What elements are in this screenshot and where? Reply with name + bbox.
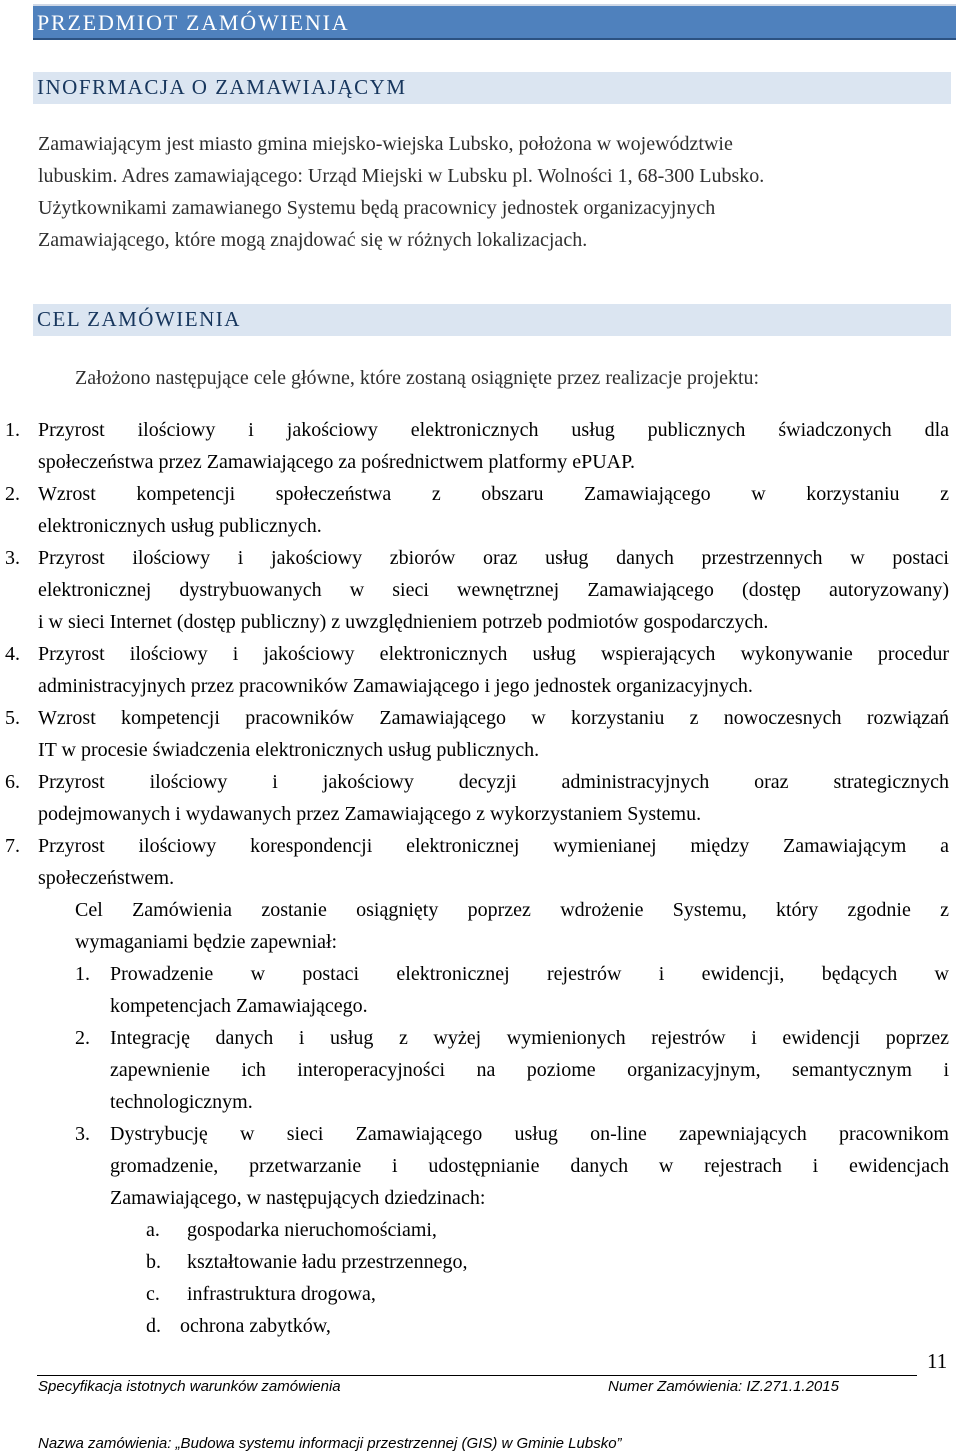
section-heading-bar: [33, 304, 951, 336]
goal-number: 7.: [5, 835, 20, 857]
section-heading-bar: [33, 72, 951, 104]
paragraph-line: Użytkownikami zamawianego Systemu będą pracownicy jednostek organizacyjnych: [38, 197, 716, 219]
footer-order-name-label: Nazwa zamówienia:: [38, 1435, 172, 1452]
means-item: [0, 1022, 960, 1118]
goal-line: Przyrost ilościowy i jakościowy elektronicznych usług wspierających wykonywanie procedur: [38, 643, 949, 665]
footer-order-number: Numer Zamówienia: IZ.271.1.2015: [608, 1378, 839, 1395]
goal-item: [0, 638, 960, 702]
goal-line: administracyjnych przez pracowników Zamawiającego i jego jednostek organizacyjnych.: [38, 675, 753, 697]
domain-item: [0, 1214, 960, 1246]
domain-text: kształtowanie ładu przestrzennego,: [187, 1251, 468, 1273]
goal-number: 6.: [5, 771, 20, 793]
domain-letter: c.: [146, 1283, 160, 1305]
means-number: 3.: [75, 1123, 90, 1145]
goals-list: [0, 414, 960, 1342]
domain-item: [0, 1246, 960, 1278]
paragraph-line: Zamawiającego, które mogą znajdować się w różnych lokalizacjach.: [38, 229, 588, 251]
footer-spec-title: Specyfikacja istotnych warunków zamówienia: [38, 1378, 341, 1395]
means-line: zapewnienie ich interoperacyjności na poziome organizacyjnym, semantycznym i: [110, 1059, 949, 1081]
goal-number: 2.: [5, 483, 20, 505]
means-number: 2.: [75, 1027, 90, 1049]
footer-order-name: [38, 1435, 622, 1452]
footer-order-name-value: „Budowa systemu informacji przestrzennej (GIS) w Gminie Lubsko”: [175, 1435, 622, 1452]
page-number: 11: [927, 1349, 948, 1373]
means-line: Prowadzenie w postaci elektronicznej rejestrów i ewidencji, będących w: [110, 963, 949, 985]
goal-number: 5.: [5, 707, 20, 729]
page-title: PRZEDMIOT ZAMÓWIENIA: [37, 10, 350, 35]
goal-line: społeczeństwem.: [38, 867, 175, 889]
goal-number: 3.: [5, 547, 20, 569]
domain-item: [0, 1278, 960, 1310]
goal-line: Wzrost kompetencji pracowników Zamawiającego w korzystaniu z nowoczesnych rozwiązań: [38, 707, 949, 729]
paragraph-line: wymaganiami będzie zapewniał:: [75, 931, 338, 953]
means-line: technologicznym.: [110, 1091, 253, 1113]
domain-text: infrastruktura drogowa,: [187, 1283, 376, 1305]
goal-number: 4.: [5, 643, 20, 665]
goals-intro: Założono następujące cele główne, które zostaną osiągnięte przez realizacje projektu:: [75, 367, 760, 389]
domain-text: gospodarka nieruchomościami,: [187, 1219, 437, 1241]
section-heading-goal: CEL ZAMÓWIENIA: [37, 307, 241, 331]
means-line: gromadzenie, przetwarzanie i udostępnianie danych w rejestrach i ewidencjach: [110, 1155, 949, 1177]
goal-line: Przyrost ilościowy i jakościowy decyzji administracyjnych oraz strategicznych: [38, 771, 949, 793]
document-header-bar: [33, 4, 956, 40]
goal-line: elektronicznej dystrybuowanych w sieci wewnętrznej Zamawiającego (dostęp autoryzowany): [38, 579, 949, 601]
goal-line: Przyrost ilościowy i jakościowy elektronicznych usług publicznych świadczonych dla: [38, 419, 949, 441]
means-item: [0, 958, 960, 1022]
investor-info-paragraph: [38, 128, 918, 256]
paragraph-line: Cel Zamówienia zostanie osiągnięty poprzez wdrożenie Systemu, który zgodnie z: [75, 899, 949, 921]
goal-line: społeczeństwa przez Zamawiającego za pośrednictwem platformy ePUAP.: [38, 451, 635, 473]
goal-item: [0, 414, 960, 478]
goal-line: elektronicznych usług publicznych.: [38, 515, 322, 537]
paragraph-line: lubuskim. Adres zamawiającego: Urząd Miejski w Lubsku pl. Wolności 1, 68-300 Lubsko.: [38, 165, 765, 187]
means-number: 1.: [75, 963, 90, 985]
goal-item: [0, 542, 960, 638]
means-item: [0, 1118, 960, 1214]
domain-text: ochrona zabytków,: [180, 1315, 331, 1337]
goal-line: Przyrost ilościowy i jakościowy zbiorów oraz usług danych przestrzennych w postaci: [38, 547, 949, 569]
goal-line: i w sieci Internet (dostęp publiczny) z uwzględnieniem potrzeb podmiotów gospodarczych.: [38, 611, 769, 633]
footer-rule: [37, 1375, 917, 1376]
domain-item: [0, 1310, 960, 1342]
domain-letter: b.: [146, 1251, 161, 1273]
means-line: Integrację danych i usług z wyżej wymienionych rejestrów i ewidencji poprzez: [110, 1027, 949, 1049]
section-heading-investor: INOFRMACJA O ZAMAWIAJĄCYM: [37, 75, 407, 99]
goal-item: [0, 830, 960, 894]
goal-line: Przyrost ilościowy korespondencji elektronicznej wymienianej między Zamawiającym a: [38, 835, 949, 857]
achievement-paragraph: [75, 894, 949, 958]
goal-item: [0, 766, 960, 830]
paragraph-line: Zamawiającym jest miasto gmina miejsko-wiejska Lubsko, położona w województwie: [38, 133, 733, 155]
goal-line: IT w procesie świadczenia elektronicznych usług publicznych.: [38, 739, 540, 761]
goal-line: podejmowanych i wydawanych przez Zamawiającego z wykorzystaniem Systemu.: [38, 803, 702, 825]
means-line: kompetencjach Zamawiającego.: [110, 995, 368, 1017]
goal-item: [0, 478, 960, 542]
goal-number: 1.: [5, 419, 20, 441]
goal-line: Wzrost kompetencji społeczeństwa z obszaru Zamawiającego w korzystaniu z: [38, 483, 949, 505]
means-line: Dystrybucję w sieci Zamawiającego usług on-line zapewniających pracownikom: [110, 1123, 949, 1145]
goal-item: [0, 702, 960, 766]
domain-letter: a.: [146, 1219, 160, 1241]
domain-letter: d.: [146, 1315, 161, 1337]
means-line: Zamawiającego, w następujących dziedzinach:: [110, 1187, 486, 1209]
